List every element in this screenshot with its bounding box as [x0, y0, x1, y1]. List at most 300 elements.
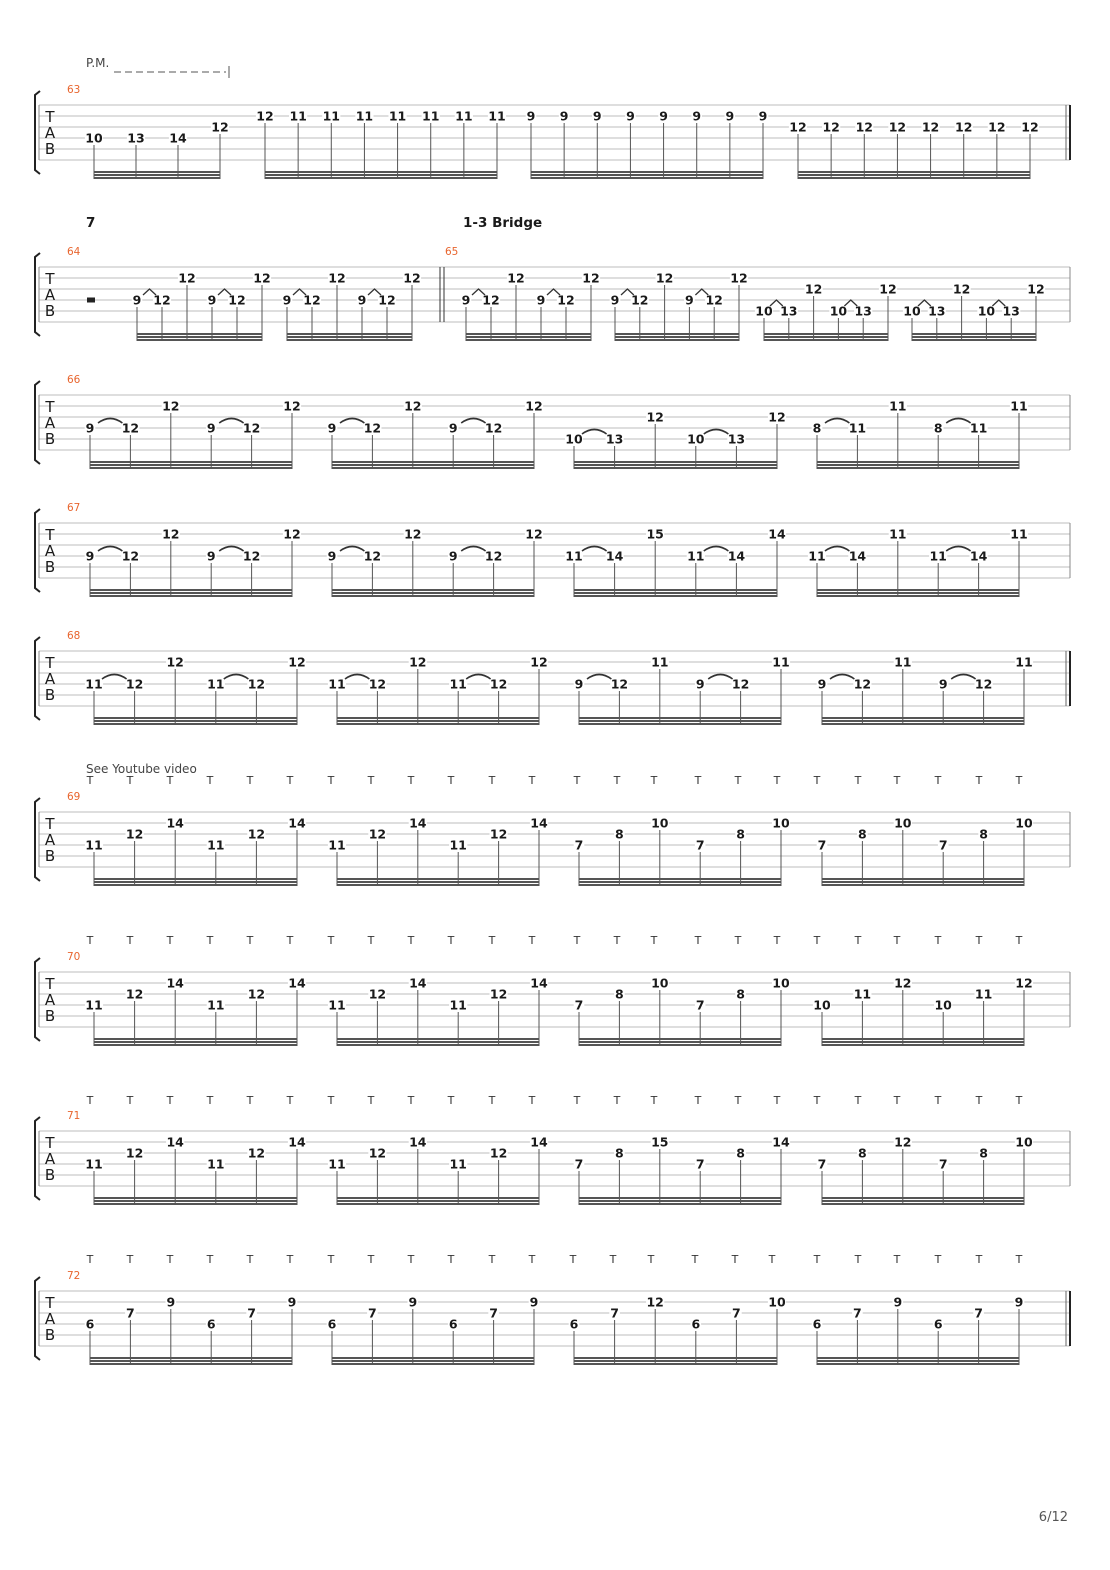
beam-group — [85, 816, 306, 887]
tap-marker: T — [647, 1253, 655, 1266]
beam — [332, 1357, 534, 1359]
fret-number: 11 — [449, 1156, 467, 1172]
beam — [579, 1197, 781, 1199]
fret-number: 11 — [687, 548, 705, 564]
slur-mark — [587, 675, 611, 680]
tab-clef-letter: T — [45, 270, 55, 288]
fret-number: 12 — [368, 1145, 387, 1161]
fret-number: 7 — [610, 1305, 619, 1321]
beam — [332, 595, 534, 597]
fret-number: 14 — [772, 1134, 790, 1150]
fret-number: 7 — [817, 837, 827, 853]
beam — [531, 177, 763, 179]
fret-number: 11 — [422, 108, 440, 124]
slur-mark — [98, 547, 122, 552]
staff-system — [35, 374, 1070, 469]
tap-row — [86, 934, 1023, 947]
fret-number: 9 — [529, 1294, 539, 1310]
beam — [579, 1041, 781, 1043]
beam — [265, 174, 497, 176]
fret-number: 11 — [85, 837, 103, 853]
beam — [90, 467, 292, 469]
fret-number: 11 — [1010, 526, 1028, 542]
tap-marker: T — [854, 1094, 862, 1107]
fret-number: 11 — [772, 654, 790, 670]
fret-number: 12 — [1021, 119, 1039, 135]
slur-mark — [825, 547, 849, 552]
beam-group — [85, 655, 306, 726]
fret-number: 7 — [574, 997, 584, 1013]
fret-number: 8 — [736, 1145, 745, 1161]
tab-clef-letter: B — [44, 140, 56, 158]
tab-clef-letter: B — [44, 558, 56, 576]
beam — [90, 1360, 292, 1362]
fret-number: 11 — [889, 526, 907, 542]
beam — [94, 717, 297, 719]
tap-marker: T — [975, 774, 983, 787]
beam-group — [328, 816, 548, 887]
fret-number: 11 — [322, 108, 340, 124]
fret-number: 12 — [228, 292, 246, 308]
fret-number: 11 — [207, 1156, 225, 1172]
fret-number: 12 — [557, 292, 575, 308]
tap-marker: T — [407, 934, 415, 947]
fret-number: 9 — [206, 548, 216, 564]
beam — [822, 723, 1024, 725]
measure-number: 71 — [67, 1110, 81, 1122]
fret-number: 12 — [789, 119, 807, 135]
slur-mark — [830, 675, 854, 680]
beam — [265, 177, 497, 179]
beam — [337, 884, 539, 886]
beam — [90, 1357, 292, 1359]
tap-marker: T — [768, 1253, 776, 1266]
beam — [912, 339, 1036, 341]
fret-number: 11 — [969, 420, 988, 436]
tab-clef-letter: T — [45, 975, 55, 993]
staff-system — [35, 791, 1070, 886]
fret-number: 7 — [853, 1305, 862, 1321]
tap-marker: T — [488, 1253, 496, 1266]
beam-group — [327, 1295, 540, 1366]
beam-group — [132, 271, 271, 342]
beam — [574, 464, 777, 466]
slur-mark — [340, 547, 364, 552]
beam-group — [328, 655, 548, 726]
fret-number: 14 — [530, 815, 548, 831]
fret-number: 12 — [283, 398, 301, 414]
tap-marker: T — [734, 1094, 742, 1107]
fret-number: 7 — [732, 1305, 741, 1321]
beam-group — [817, 816, 1033, 887]
beam — [798, 177, 1030, 179]
slur-mark — [466, 675, 490, 680]
staff-system — [35, 84, 1070, 179]
beam-group — [813, 976, 1033, 1047]
beam — [822, 1203, 1024, 1205]
fret-number: 12 — [489, 826, 508, 842]
fret-number: 12 — [482, 292, 500, 308]
beam — [579, 720, 781, 722]
tap-marker: T — [893, 774, 901, 787]
fret-number: 12 — [328, 270, 346, 286]
fret-number: 9 — [206, 420, 216, 436]
fret-number: 10 — [772, 815, 790, 831]
fret-number: 11 — [85, 1156, 103, 1172]
beam — [332, 1360, 534, 1362]
fret-number: 10 — [977, 303, 996, 319]
tap-marker: T — [367, 774, 375, 787]
fret-number: 14 — [409, 815, 427, 831]
fret-number: 11 — [328, 837, 346, 853]
fret-number: 7 — [368, 1305, 377, 1321]
fret-number: 12 — [582, 270, 600, 286]
tap-marker: T — [246, 934, 254, 947]
beam-group — [817, 655, 1033, 726]
fret-number: 10 — [565, 431, 583, 447]
fret-number: 12 — [631, 292, 649, 308]
fret-number: 15 — [646, 526, 664, 542]
fret-number: 8 — [858, 1145, 867, 1161]
fret-number: 7 — [695, 837, 705, 853]
fret-number: 12 — [368, 986, 387, 1002]
beam — [764, 333, 888, 335]
tap-marker: T — [327, 774, 335, 787]
fret-number: 12 — [178, 270, 196, 286]
tap-marker: T — [286, 774, 294, 787]
tab-clef-letter: T — [45, 398, 55, 416]
fret-number: 10 — [772, 975, 790, 991]
beam — [265, 171, 497, 173]
fret-number: 9 — [659, 108, 668, 124]
fret-number: 12 — [655, 270, 674, 286]
fret-number: 9 — [448, 420, 458, 436]
fret-number: 9 — [574, 676, 584, 692]
fret-number: 12 — [894, 1134, 912, 1150]
fret-number: 12 — [484, 420, 503, 436]
fret-number: 12 — [489, 1145, 508, 1161]
fret-number: 10 — [1015, 1134, 1033, 1150]
beam — [94, 177, 220, 179]
fret-number: 12 — [974, 676, 993, 692]
fret-number: 11 — [651, 654, 669, 670]
fret-number: 12 — [731, 676, 750, 692]
beam-group — [327, 527, 543, 598]
fret-number: 12 — [121, 420, 140, 436]
tap-marker: T — [488, 1094, 496, 1107]
fret-number: 11 — [1010, 398, 1028, 414]
fret-number: 8 — [736, 986, 745, 1002]
tap-marker: T — [813, 934, 821, 947]
tap-marker: T — [166, 1253, 174, 1266]
beam — [798, 174, 1030, 176]
fret-number: 11 — [207, 676, 225, 692]
tap-marker: T — [206, 1253, 214, 1266]
slur-mark — [98, 419, 122, 424]
fret-number: 9 — [132, 292, 142, 308]
beam — [90, 589, 292, 591]
slur-mark — [461, 419, 485, 424]
beam — [822, 1041, 1024, 1043]
beam — [574, 1360, 777, 1362]
fret-number: 7 — [938, 1156, 948, 1172]
beam — [337, 881, 539, 883]
tap-marker: T — [86, 934, 94, 947]
beam-group — [569, 1295, 786, 1366]
beam — [466, 339, 591, 341]
fret-number: 10 — [755, 303, 773, 319]
fret-number: 12 — [288, 654, 306, 670]
tap-marker: T — [246, 1253, 254, 1266]
fret-number: 9 — [1014, 1294, 1024, 1310]
fret-number: 10 — [934, 997, 952, 1013]
fret-number: 12 — [952, 281, 971, 297]
fret-number: 11 — [449, 997, 467, 1013]
fret-number: 11 — [85, 997, 103, 1013]
beam — [337, 1044, 539, 1046]
fret-number: 6 — [327, 1316, 337, 1332]
tap-marker: T — [447, 934, 455, 947]
beam-group — [610, 271, 748, 342]
fret-number: 14 — [166, 815, 184, 831]
fret-number: 12 — [853, 676, 872, 692]
beam — [822, 720, 1024, 722]
fret-number: 14 — [727, 548, 746, 564]
tap-marker: T — [246, 1094, 254, 1107]
fret-number: 11 — [207, 997, 225, 1013]
tap-marker: T — [613, 1094, 621, 1107]
fret-number: 12 — [804, 281, 823, 297]
beam-group — [85, 976, 306, 1047]
fret-number: 11 — [388, 108, 407, 124]
tap-marker: T — [126, 1253, 134, 1266]
slur-mark — [224, 675, 249, 680]
tap-marker: T — [734, 934, 742, 947]
beam-group — [812, 1295, 1025, 1366]
beam — [574, 589, 777, 591]
fret-number: 12 — [855, 119, 873, 135]
staff-system — [35, 502, 1070, 597]
fret-number: 11 — [455, 108, 473, 124]
fret-number: 11 — [449, 676, 467, 692]
fret-number: 12 — [166, 654, 184, 670]
beam — [337, 1200, 539, 1202]
fret-number: 11 — [355, 108, 374, 124]
beam — [332, 589, 534, 591]
fret-number: 7 — [695, 1156, 705, 1172]
tap-marker: T — [609, 1253, 617, 1266]
tab-clef-letter: B — [44, 1166, 56, 1184]
fret-number: 12 — [162, 526, 180, 542]
fret-number: 10 — [1015, 815, 1033, 831]
beam — [817, 1363, 1019, 1365]
beam — [817, 467, 1019, 469]
beam — [615, 336, 739, 338]
beam — [579, 878, 781, 880]
fret-number: 7 — [489, 1305, 498, 1321]
tap-marker: T — [286, 1094, 294, 1107]
tab-clef-letter: T — [45, 1134, 55, 1152]
measure-number: 65 — [445, 246, 459, 258]
beam-group — [812, 399, 1028, 470]
fret-number: 10 — [903, 303, 921, 319]
fret-number: 11 — [449, 837, 467, 853]
measure-number: 63 — [67, 84, 81, 96]
tab-clef-letter: A — [44, 414, 56, 432]
fret-number: 12 — [894, 975, 912, 991]
beam — [817, 589, 1019, 591]
fret-number: 7 — [247, 1305, 256, 1321]
fret-number: 12 — [363, 420, 382, 436]
tap-marker: T — [573, 774, 581, 787]
beam — [822, 1200, 1024, 1202]
slur-mark — [340, 419, 364, 424]
fret-number: 11 — [565, 548, 583, 564]
beam — [822, 1197, 1024, 1199]
fret-number: 12 — [484, 548, 503, 564]
fret-number: 12 — [822, 119, 840, 135]
beam — [137, 333, 262, 335]
beam — [574, 592, 777, 594]
beam — [337, 720, 539, 722]
tap-marker: T — [206, 774, 214, 787]
fret-number: 9 — [357, 292, 367, 308]
tap-marker: T — [126, 1094, 134, 1107]
fret-number: 7 — [574, 837, 584, 853]
fret-number: 6 — [812, 1316, 822, 1332]
fret-number: 9 — [166, 1294, 176, 1310]
fret-number: 12 — [404, 398, 422, 414]
fret-number: 12 — [125, 986, 144, 1002]
beam — [817, 1360, 1019, 1362]
fret-number: 10 — [894, 815, 912, 831]
fret-number: 12 — [921, 119, 940, 135]
fret-number: 6 — [448, 1316, 458, 1332]
fret-number: 13 — [928, 303, 946, 319]
fret-number: 8 — [858, 826, 867, 842]
section-label: 1-3 Bridge — [463, 215, 543, 231]
fret-number: 10 — [813, 997, 831, 1013]
tap-marker: T — [650, 934, 658, 947]
beam — [579, 1044, 781, 1046]
tap-marker: T — [854, 774, 862, 787]
beam — [817, 461, 1019, 463]
tab-clef-letter: B — [44, 1326, 56, 1344]
fret-number: 11 — [848, 420, 867, 436]
slur-mark — [946, 419, 970, 424]
tap-marker: T — [286, 1253, 294, 1266]
beam — [337, 1041, 539, 1043]
beam — [337, 1038, 539, 1040]
tap-marker: T — [166, 934, 174, 947]
beam-group — [574, 816, 790, 887]
tab-clef-letter: T — [45, 1294, 55, 1312]
fret-number: 9 — [408, 1294, 418, 1310]
fret-number: 11 — [289, 108, 307, 124]
fret-number: 9 — [938, 676, 948, 692]
beam — [94, 1044, 297, 1046]
beam — [94, 878, 297, 880]
slur-mark — [825, 419, 849, 424]
beam — [817, 595, 1019, 597]
fret-number: 9 — [695, 676, 705, 692]
fret-number: 12 — [247, 986, 266, 1002]
beam — [94, 1038, 297, 1040]
video-note: See Youtube video — [86, 762, 197, 776]
fret-number: 7 — [574, 1156, 584, 1172]
beam — [332, 464, 534, 466]
measure-number: 67 — [67, 502, 81, 514]
beam — [94, 174, 220, 176]
fret-number: 9 — [327, 548, 337, 564]
fret-number: 12 — [409, 654, 427, 670]
tab-clef-letter: T — [45, 526, 55, 544]
fret-number: 12 — [955, 119, 973, 135]
fret-number: 10 — [687, 431, 705, 447]
beam — [287, 336, 412, 338]
fret-number: 9 — [282, 292, 292, 308]
fret-number: 13 — [727, 431, 746, 447]
beam — [90, 1363, 292, 1365]
beam — [137, 336, 262, 338]
tap-marker: T — [367, 934, 375, 947]
measure-number: 69 — [67, 791, 81, 803]
tap-marker: T — [813, 1253, 821, 1266]
beam — [94, 723, 297, 725]
tap-marker: T — [694, 774, 702, 787]
fret-number: 12 — [247, 826, 266, 842]
fret-number: 6 — [206, 1316, 216, 1332]
tap-row — [86, 774, 1023, 787]
tap-marker: T — [166, 774, 174, 787]
beam — [574, 595, 777, 597]
tap-marker: T — [694, 1094, 702, 1107]
slur-mark — [582, 430, 607, 435]
fret-number: 14 — [409, 1134, 427, 1150]
fret-number: 12 — [988, 119, 1006, 135]
tap-marker: T — [407, 774, 415, 787]
tap-marker: T — [327, 1094, 335, 1107]
fret-number: 12 — [730, 270, 748, 286]
fret-number: 11 — [894, 654, 912, 670]
fret-number: 9 — [758, 108, 768, 124]
tab-clef-letter: A — [44, 286, 56, 304]
fret-number: 11 — [488, 108, 506, 124]
tap-marker: T — [206, 1094, 214, 1107]
tap-marker: T — [773, 1094, 781, 1107]
fret-number: 14 — [969, 548, 988, 564]
slur-mark — [946, 547, 970, 552]
fret-number: 9 — [461, 292, 471, 308]
fret-number: 12 — [1027, 281, 1045, 297]
beam — [94, 1203, 297, 1205]
fret-number: 12 — [610, 676, 629, 692]
fret-number: 11 — [328, 676, 346, 692]
beam-group — [526, 109, 769, 180]
fret-number: 11 — [853, 986, 872, 1002]
beam-group — [328, 1135, 548, 1206]
measure-number: 66 — [67, 374, 81, 386]
tap-marker: T — [691, 1253, 699, 1266]
tap-marker: T — [528, 934, 536, 947]
beam-group — [327, 399, 543, 470]
slur-mark — [582, 547, 607, 552]
tap-marker: T — [731, 1253, 739, 1266]
fret-number: 9 — [685, 292, 694, 308]
beam — [574, 467, 777, 469]
beam — [337, 878, 539, 880]
fret-number: 9 — [610, 292, 620, 308]
